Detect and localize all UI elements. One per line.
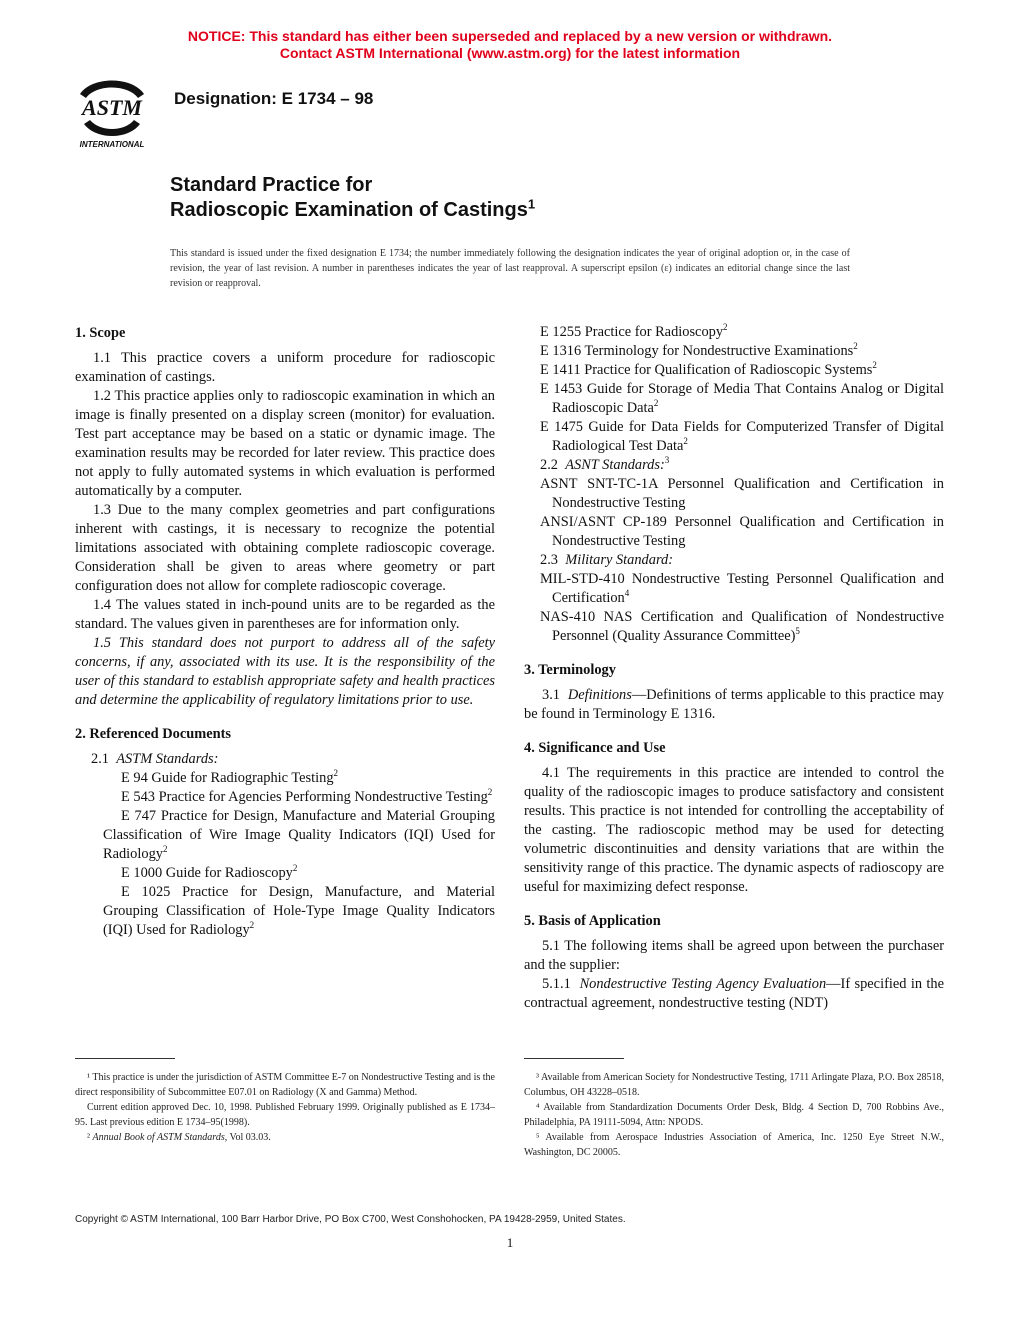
logo-subtext: INTERNATIONAL xyxy=(79,140,145,149)
reference-item: E 543 Practice for Agencies Performing Nondestructive Testing$^2$ xyxy=(121,787,493,805)
section-5-heading: 5. Basis of Application xyxy=(524,913,661,929)
reference-item: E 1025 Practice for Design, Manufacture, and Material Grouping Classification of Hole-Type Image Quality Indicators (IQI) Used for Radiology$^2$ xyxy=(103,884,495,938)
footnote-4: ⁴ Available from Standardization Documents Order Desk, Bldg. 4 Section D, 700 Robbins Ave., Philadelphia, PA 19111-5094, Attn: NPODS. xyxy=(524,1102,944,1128)
document-title xyxy=(170,173,535,223)
section-1-heading: 1. Scope xyxy=(75,325,126,341)
reference-item: E 1475 Guide for Data Fields for Computerized Transfer of Digital Radiological Test Data$^2$ xyxy=(540,419,944,454)
page-number: 1 xyxy=(506,1235,514,1250)
preface-note: This standard is issued under the fixed designation E 1734; the number immediately following the designation indicates the year of original adoption or, in the case of revision, the year of last revision. A number in parentheses indicates the year of last reapproval. A superscript epsilon (ε) indicates an editorial change since the last revision or reapproval. xyxy=(170,248,850,289)
para-1-1: 1.1 This practice covers a uniform procedure for radioscopic examination of castings. xyxy=(75,350,495,385)
astm-logo xyxy=(62,72,162,152)
astm-standards-label: 2.1 ASTM Standards: xyxy=(91,751,219,767)
title-line-2: Radioscopic Examination of Castings$^1$ xyxy=(170,196,536,221)
para-5-1: 5.1 The following items shall be agreed upon between the purchaser and the supplier: xyxy=(524,938,944,973)
logo-text: ASTM xyxy=(82,95,142,120)
footnotes-left xyxy=(75,1070,495,1145)
designation: Designation: E 1734 – 98 xyxy=(174,89,374,108)
footnote-1b: Current edition approved Dec. 10, 1998. Published February 1999. Originally published as E 1734–95. Last previous edition E 1734–95(1998). xyxy=(75,1102,495,1128)
asnt-standards-label: 2.2 ASNT Standards:$^3$ xyxy=(540,455,670,473)
section-4-heading: 4. Significance and Use xyxy=(524,740,666,756)
para-1-3: 1.3 Due to the many complex geometries and part configurations inherent with castings, it is necessary to recognize the potential limitations associated with obtaining complete radioscopic coverage. Consideration shall be given to areas where geometry or part configuration does not allow for complete radioscopic coverage. xyxy=(75,502,495,594)
footnote-1: ¹ This practice is under the jurisdiction of ASTM Committee E-7 on Nondestructive Testing and is the direct responsibility of Subcommittee E07.01 on Radiology (X and Gamma) Method. xyxy=(75,1072,495,1098)
reference-item: E 1000 Guide for Radioscopy$^2$ xyxy=(121,863,298,881)
footnote-5: ⁵ Available from Aerospace Industries Association of America, Inc. 1250 Eye Street N.W., Washington, DC 20005. xyxy=(524,1132,944,1158)
reference-item: MIL-STD-410 Nondestructive Testing Personnel Qualification and Certification$^4$ xyxy=(540,571,944,606)
footnotes-right xyxy=(524,1070,944,1160)
left-column xyxy=(75,323,495,940)
reference-item: E 1255 Practice for Radioscopy$^2$ xyxy=(540,322,728,340)
reference-item: E 1411 Practice for Qualification of Radioscopic Systems$^2$ xyxy=(540,360,877,378)
notice-banner xyxy=(0,28,1020,62)
footnote-rule-right xyxy=(524,1058,624,1059)
copyright-notice: Copyright © ASTM International, 100 Barr Harbor Drive, PO Box C700, West Conshohocken, PA 19428-2959, United States. xyxy=(75,1214,626,1225)
notice-line-1: NOTICE: This standard has either been superseded and replaced by a new version or withdrawn. xyxy=(187,28,833,44)
footnote-3: ³ Available from American Society for Nondestructive Testing, 1711 Arlingate Plaza, P.O. Box 28518, Columbus, OH 43228–0518. xyxy=(524,1072,944,1098)
right-column xyxy=(524,323,944,1013)
section-2-heading: 2. Referenced Documents xyxy=(75,726,231,742)
title-line-1: Standard Practice for xyxy=(170,174,373,196)
para-1-4: 1.4 The values stated in inch-pound units are to be regarded as the standard. The values given in parentheses are for information only. xyxy=(75,597,495,632)
section-3-heading: 3. Terminology xyxy=(524,662,616,678)
reference-item: E 94 Guide for Radiographic Testing$^2$ xyxy=(121,768,339,786)
para-1-5: 1.5 This standard does not purport to address all of the safety concerns, if any, associated with its use. It is the responsibility of the user of this standard to establish appropriate safety and health practices and determine the applicability of regulatory limitations prior to use. xyxy=(75,635,495,708)
reference-item: NAS-410 NAS Certification and Qualification of Nondestructive Personnel (Quality Assurance Committee)$^5$ xyxy=(540,609,944,644)
reference-item: E 1453 Guide for Storage of Media That Contains Analog or Digital Radioscopic Data$^2$ xyxy=(540,381,944,416)
reference-item: ASNT SNT-TC-1A Personnel Qualification and Certification in Nondestructive Testing xyxy=(540,476,944,511)
astm-reference-list-cont xyxy=(524,323,944,456)
notice-line-2: Contact ASTM International (www.astm.org) for the latest information xyxy=(279,45,741,61)
footnote-rule-left xyxy=(75,1058,175,1059)
reference-item: ANSI/ASNT CP-189 Personnel Qualification and Certification in Nondestructive Testing xyxy=(540,514,944,549)
para-5-1-1: 5.1.1 Nondestructive Testing Agency Evaluation—If specified in the contractual agreement, nondestructive testing (NDT) xyxy=(524,976,944,1011)
military-standard-label: 2.3 Military Standard: xyxy=(540,552,673,568)
para-4-1: 4.1 The requirements in this practice are intended to control the quality of the radioscopic images to produce satisfactory and consistent results. This practice is not intended for controlling the acceptability of the casting. The radioscopic method may be used for detecting volumetric discontinuities and density variations that are within the sensitivity range of this practice. The dynamic aspects of radioscopy are useful for maximizing defect response. xyxy=(524,765,944,895)
para-1-2: 1.2 This practice applies only to radioscopic examination in which an image is finally presented on a display screen (monitor) for evaluation. Test part acceptance may be based on a static or dynamic image. The examination results may be recorded for later review. This practice does not apply to fully automated systems in which evaluation is performed automatically by a computer. xyxy=(75,388,495,499)
title-footnote-mark: 1 xyxy=(527,196,536,212)
para-3-1: 3.1 Definitions—Definitions of terms applicable to this practice may be found in Terminology E 1316. xyxy=(524,687,944,722)
reference-item: E 1316 Terminology for Nondestructive Examinations$^2$ xyxy=(540,341,858,359)
astm-reference-list xyxy=(75,769,495,940)
reference-item: E 747 Practice for Design, Manufacture and Material Grouping Classification of Wire Image Quality Indicators (IQI) Used for Radiology$^2$ xyxy=(103,808,495,862)
footnote-2: ² Annual Book of ASTM Standards, Vol 03.03. xyxy=(87,1132,271,1143)
